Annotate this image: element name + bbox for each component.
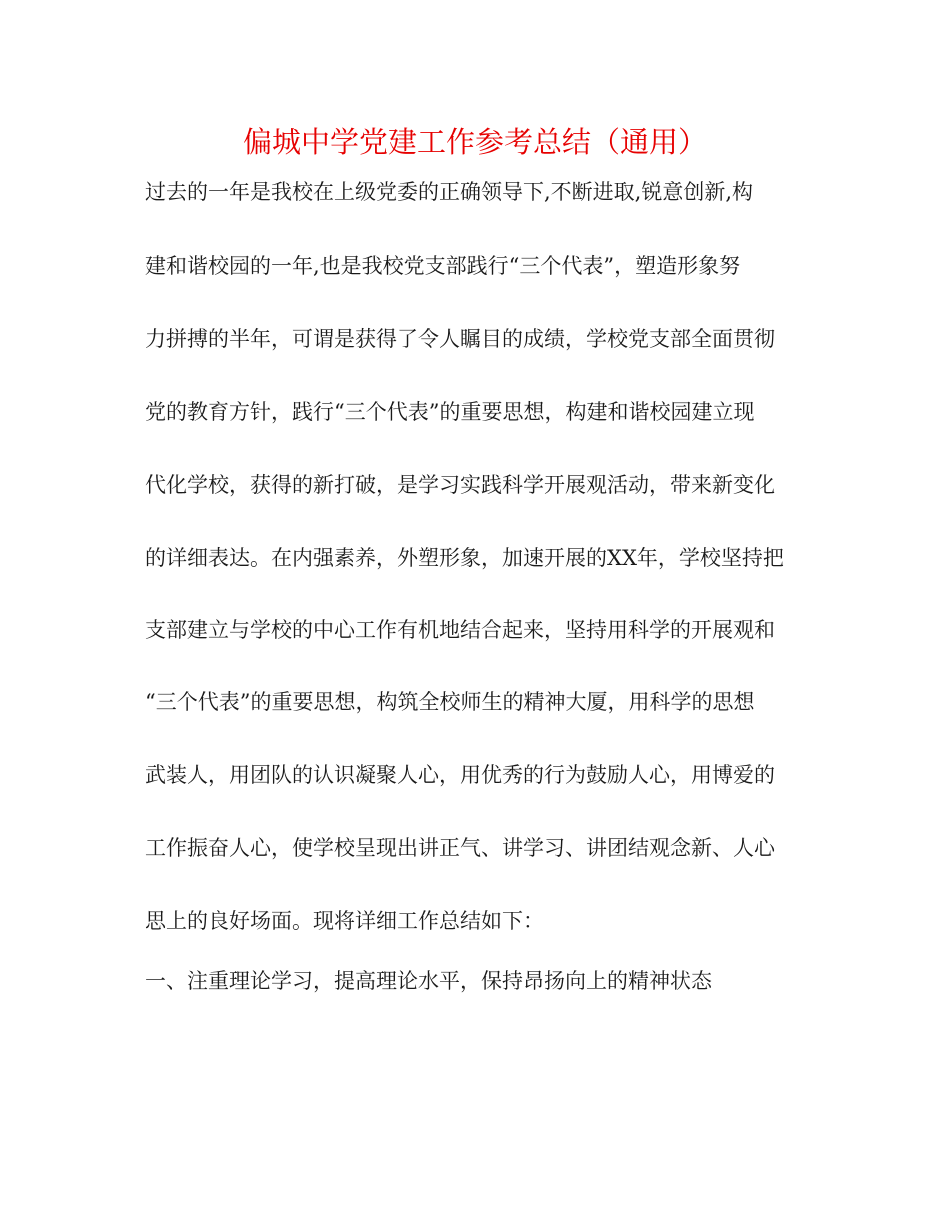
paragraph-line: 代化学校，获得的新打破，是学习实践科学开展观活动，带来新变化 — [145, 473, 775, 497]
paragraph-line: 建和谐校园的一年,也是我校党支部践行“三个代表”，塑造形象努 — [145, 254, 741, 278]
section-heading: 一、注重理论学习，提高理论水平，保持昂扬向上的精神状态 — [145, 969, 712, 993]
paragraph-line: 武装人，用团队的认识凝聚人心，用优秀的行为鼓励人心，用博爱的 — [145, 763, 775, 787]
paragraph-line: 过去的一年是我校在上级党委的正确领导下,不断进取,锐意创新,构 — [145, 180, 754, 204]
paragraph-line: 思上的良好场面。现将详细工作总结如下： — [145, 909, 544, 933]
paragraph-line: 支部建立与学校的中心工作有机地结合起来，坚持用科学的开展观和 — [145, 618, 775, 642]
paragraph-line: 党的教育方针，践行“三个代表”的重要思想，构建和谐校园建立现 — [145, 400, 755, 424]
paragraph-line: 工作振奋人心，使学校呈现出讲正气、讲学习、讲团结观念新、人心 — [145, 836, 775, 860]
paragraph-line: 的详细表达。在内强素养，外塑形象，加速开展的XX年，学校坚持把 — [145, 546, 784, 570]
document-title: 偏城中学党建工作参考总结（通用） — [242, 125, 707, 159]
paragraph-line: 力拼搏的半年，可谓是获得了令人瞩目的成绩，学校党支部全面贯彻 — [145, 327, 775, 351]
paragraph-line: “三个代表”的重要思想，构筑全校师生的精神大厦，用科学的思想 — [145, 690, 755, 714]
